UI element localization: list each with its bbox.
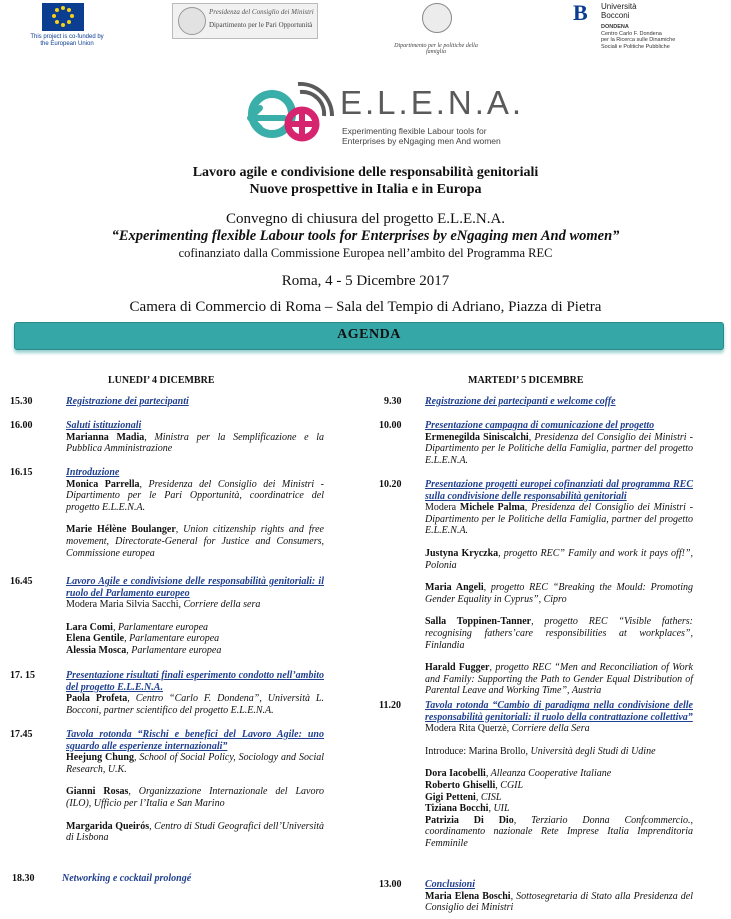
time-slot: 18.30: [12, 873, 35, 884]
moderator-prefix: Modera: [66, 599, 100, 611]
moderator-role: , Corriere della sera: [178, 599, 261, 611]
event-venue: Camera di Commercio di Roma – Sala del Tempio di Adriano, Piazza di Pietra: [129, 299, 602, 315]
speaker-name: Maria Angeli: [425, 582, 484, 594]
speaker-name: Tiziana Bocchi: [425, 803, 489, 815]
moderator-prefix: Modera: [425, 723, 459, 735]
agenda-item: [66, 420, 324, 455]
agenda-bar: [14, 322, 724, 350]
time-slot: 10.00: [379, 420, 402, 431]
session-title: Presentazione progetti europei cofinanziati dal programma REC sulla condivisione delle responsabilità genitoriali: [425, 479, 693, 502]
elena-tagline: [342, 126, 501, 146]
bocconi-dept: [601, 24, 721, 50]
event-subtitle: “Experimenting flexible Labour tools for Enterprises by eNgaging men And women”: [111, 228, 620, 244]
speaker-name: Gianni Rosas: [66, 786, 129, 798]
family-dept-caption: Dipartimento per le politiche della famiglia: [394, 43, 478, 55]
bocconi-name-2: Bocconi: [601, 11, 630, 20]
bocconi-dept-3: per la Ricerca sulle Dinamiche: [601, 37, 676, 43]
speaker-name: Paola Profeta: [66, 693, 128, 705]
event-title: Convegno di chiusura del progetto E.L.E.N.A.: [225, 211, 506, 227]
agenda-item: [66, 467, 324, 559]
elena-logo-icon: [240, 82, 340, 144]
time-slot: 17.45: [10, 729, 33, 740]
speaker-role: , Organizzazione Internazionale del Lavoro (ILO), Ufficio per l’Italia e San Marino: [66, 786, 324, 809]
time-slot: 16.15: [10, 467, 33, 478]
speaker-name: Heejung Chung: [66, 752, 134, 764]
moderator-name: Michele Palma: [459, 502, 525, 514]
agenda-item: [66, 729, 324, 844]
cofund-line: cofinanziato dalla Commissione Europea nell’ambito del Programma REC: [178, 246, 553, 260]
moderator-role: , Corriere della Sera: [506, 723, 590, 735]
elena-tagline-1: Experimenting flexible Labour tools for: [342, 126, 487, 136]
intro-role: , Università degli Studi di Udine: [525, 745, 656, 757]
speaker-role: , progetto REC “Visible fathers: recognising fathers’care responsibilities at workplaces”, Finlandia: [425, 616, 694, 651]
elena-wordmark: E.L.E.N.A.: [340, 84, 525, 121]
presidency-logo-line-1: Presidenza del Consiglio dei Ministri: [209, 8, 314, 16]
agenda-item: [66, 670, 324, 716]
session-title: Networking e cocktail prolongé: [62, 873, 192, 884]
eu-caption-line-1: This project is co-funded by: [30, 34, 104, 40]
session-title: Registrazione dei partecipanti e welcome coffe: [425, 396, 616, 407]
time-slot: 17. 15: [10, 670, 35, 681]
session-title: Conclusioni: [425, 879, 476, 890]
time-slot: 11.20: [379, 700, 401, 711]
agenda-label: AGENDA: [337, 327, 401, 342]
speaker-role: , Presidenza del Consiglio dei Ministri - Dipartimento per le Pari Opportunità, coordinatrice del progetto E.L.E.N.A.: [66, 478, 324, 513]
main-title-1: Lavoro agile e condivisione delle responsabilità genitoriali: [192, 165, 539, 180]
session-title: Saluti istituzionali: [66, 420, 142, 431]
agenda-item: [425, 879, 693, 914]
bocconi-dept-1: DONDENA: [601, 24, 629, 30]
speaker-role: , CGIL: [495, 779, 524, 791]
time-slot: 15.30: [10, 396, 33, 407]
speaker-name: Justyna Kryczka: [425, 547, 499, 559]
speaker-role: , progetto REC “Breaking the Mould: Promoting Gender Equality in Cyprus”, Cipro: [425, 582, 693, 605]
intro-prefix: Introduce:: [425, 745, 469, 757]
session-title: Introduzione: [66, 467, 120, 478]
bocconi-name: [601, 2, 637, 20]
agenda-item: [425, 700, 693, 850]
speaker-role: , Parlamentare europea: [112, 621, 209, 633]
speaker-role: , Centro “Carlo F. Dondena”, Università L. Bocconi, partner scientifico del progetto E.L.E.N.A.: [66, 693, 324, 716]
bocconi-mark-icon: B: [573, 0, 588, 25]
republic-seal-icon: [178, 7, 206, 35]
speaker-role: , Alleanza Cooperative Italiane: [485, 768, 612, 780]
speaker-role: , Ministra per la Semplificazione e la Pubblica Amministrazione: [66, 431, 324, 455]
speaker-name: Gigi Petteni: [425, 791, 476, 803]
intro-name: Marina Brollo: [468, 745, 526, 757]
session-title: Presentazione risultati finali esperimento condotto nell’ambito del progetto E.L.E.N.A.: [66, 670, 324, 693]
session-title: Tavola rotonda “Rischi e benefici del Lavoro Agile: uno sguardo alle esperienze internazionali”: [66, 729, 324, 752]
presidency-logo-line-2: Dipartimento per le Pari Opportunità: [209, 21, 313, 29]
day2-heading: MARTEDI’ 5 DICEMBRE: [468, 375, 584, 386]
moderator-name: Rita Querzè: [458, 723, 507, 735]
speaker-name: Salla Toppinen-Tanner: [425, 616, 532, 628]
speaker-name: Lara Comi: [66, 621, 113, 633]
session-title: Presentazione campagna di comunicazione del progetto: [425, 420, 655, 431]
bocconi-logo: [573, 2, 723, 57]
speaker-name: Patrizia Di Dio: [425, 814, 514, 826]
agenda-item: [66, 576, 324, 657]
eu-caption-line-2: the European Union: [40, 41, 94, 47]
agenda-item: [66, 396, 324, 408]
presidency-logo: [172, 3, 318, 39]
speaker-role: , CISL: [475, 791, 502, 803]
moderator-name: Maria Silvia Sacchi: [99, 599, 179, 611]
speaker-role: , Sottosegretaria di Stato alla Presidenza del Consiglio dei Ministri: [425, 890, 693, 914]
bocconi-dept-4: Sociali e Politiche Pubbliche: [601, 43, 670, 50]
speaker-name: Margarida Queirós: [66, 820, 150, 832]
eu-flag-logo: [42, 3, 84, 31]
moderator-prefix: Modera: [425, 502, 460, 514]
speaker-name: Maria Elena Boschi: [425, 890, 511, 902]
time-slot: 10.20: [379, 479, 402, 490]
speaker-name: Marianna Madia: [66, 431, 145, 443]
agenda-item: [425, 479, 693, 697]
elena-tagline-2: Enterprises by eNgaging men And women: [342, 136, 501, 146]
speaker-role: , Centro di Studi Geografici dell’Università di Lisbona: [66, 820, 325, 844]
speaker-name: Monica Parrella: [66, 478, 140, 490]
eu-caption: [12, 34, 122, 48]
agenda-item: [425, 420, 693, 466]
speaker-name: Marie Hélène Boulanger: [66, 524, 176, 536]
speaker-name: Ermenegilda Siniscalchi: [425, 431, 529, 443]
agenda-item: [425, 396, 693, 408]
bocconi-dept-2: Centro Carlo F. Dondena: [601, 30, 662, 37]
speaker-role: , Parlamentare europea: [124, 633, 220, 645]
event-date: Roma, 4 - 5 Dicembre 2017: [281, 273, 450, 289]
moderator-role: , Presidenza del Consiglio dei Ministri - Dipartimento per le Politiche della Famiglia, partner del progetto E.L.E.N.A.: [425, 502, 693, 537]
main-title-2: Nuove prospettive in Italia e in Europa: [249, 182, 482, 197]
speaker-role: , UIL: [488, 803, 510, 815]
session-title: Tavola rotonda “Cambio di paradigma nella condivisione delle responsabilità genitoriali: il ruolo della contrattazione collettiva”: [425, 700, 693, 723]
session-title: Registrazione dei partecipanti: [66, 396, 189, 407]
family-dept-logo: [386, 3, 486, 53]
speaker-name: Dora Iacobelli: [425, 768, 486, 780]
time-slot: 9.30: [384, 396, 402, 407]
speaker-name: Harald Fugger: [425, 662, 490, 674]
speaker-role: , progetto REC “Men and Reconciliation of Work and Family: Supporting the Path to Gender Equal Distribution of Parental Leave and Working Time”, Austria: [425, 662, 693, 697]
speaker-name: Elena Gentile: [66, 633, 125, 645]
speaker-role: , Presidenza del Consiglio dei Ministri - Dipartimento per le Politiche della Famiglia, partner del progetto E.L.E.N.A.: [425, 431, 693, 466]
speaker-role: , School of Social Policy, Sociology and Social Research, U.K.: [66, 752, 324, 775]
time-slot: 16.00: [10, 420, 33, 431]
speaker-name: Alessia Mosca: [66, 644, 127, 656]
republic-emblem-icon: [422, 3, 452, 33]
agenda-item: [62, 873, 320, 885]
speaker-role: , progetto REC” Family and work it pays off!”, Polonia: [425, 547, 694, 571]
speaker-role: , Parlamentare europea: [126, 644, 222, 656]
speaker-role: , Union citizenship rights and free movement, Directorate-General for Justice and Consumers, Commissione europea: [66, 524, 324, 559]
bocconi-name-1: Università: [601, 2, 637, 11]
session-title: Lavoro Agile e condivisione delle responsabilità genitoriali: il ruolo del Parlamento europeo: [66, 576, 324, 599]
speaker-name: Roberto Ghiselli: [425, 779, 496, 791]
time-slot: 13.00: [379, 879, 402, 890]
day1-heading: LUNEDI’ 4 DICEMBRE: [108, 375, 215, 386]
time-slot: 16.45: [10, 576, 33, 587]
speaker-role: , Terziario Donna Confcommercio., coordinamento nazionale Rete Imprese Italia Imprenditoria Femminile: [425, 814, 694, 849]
